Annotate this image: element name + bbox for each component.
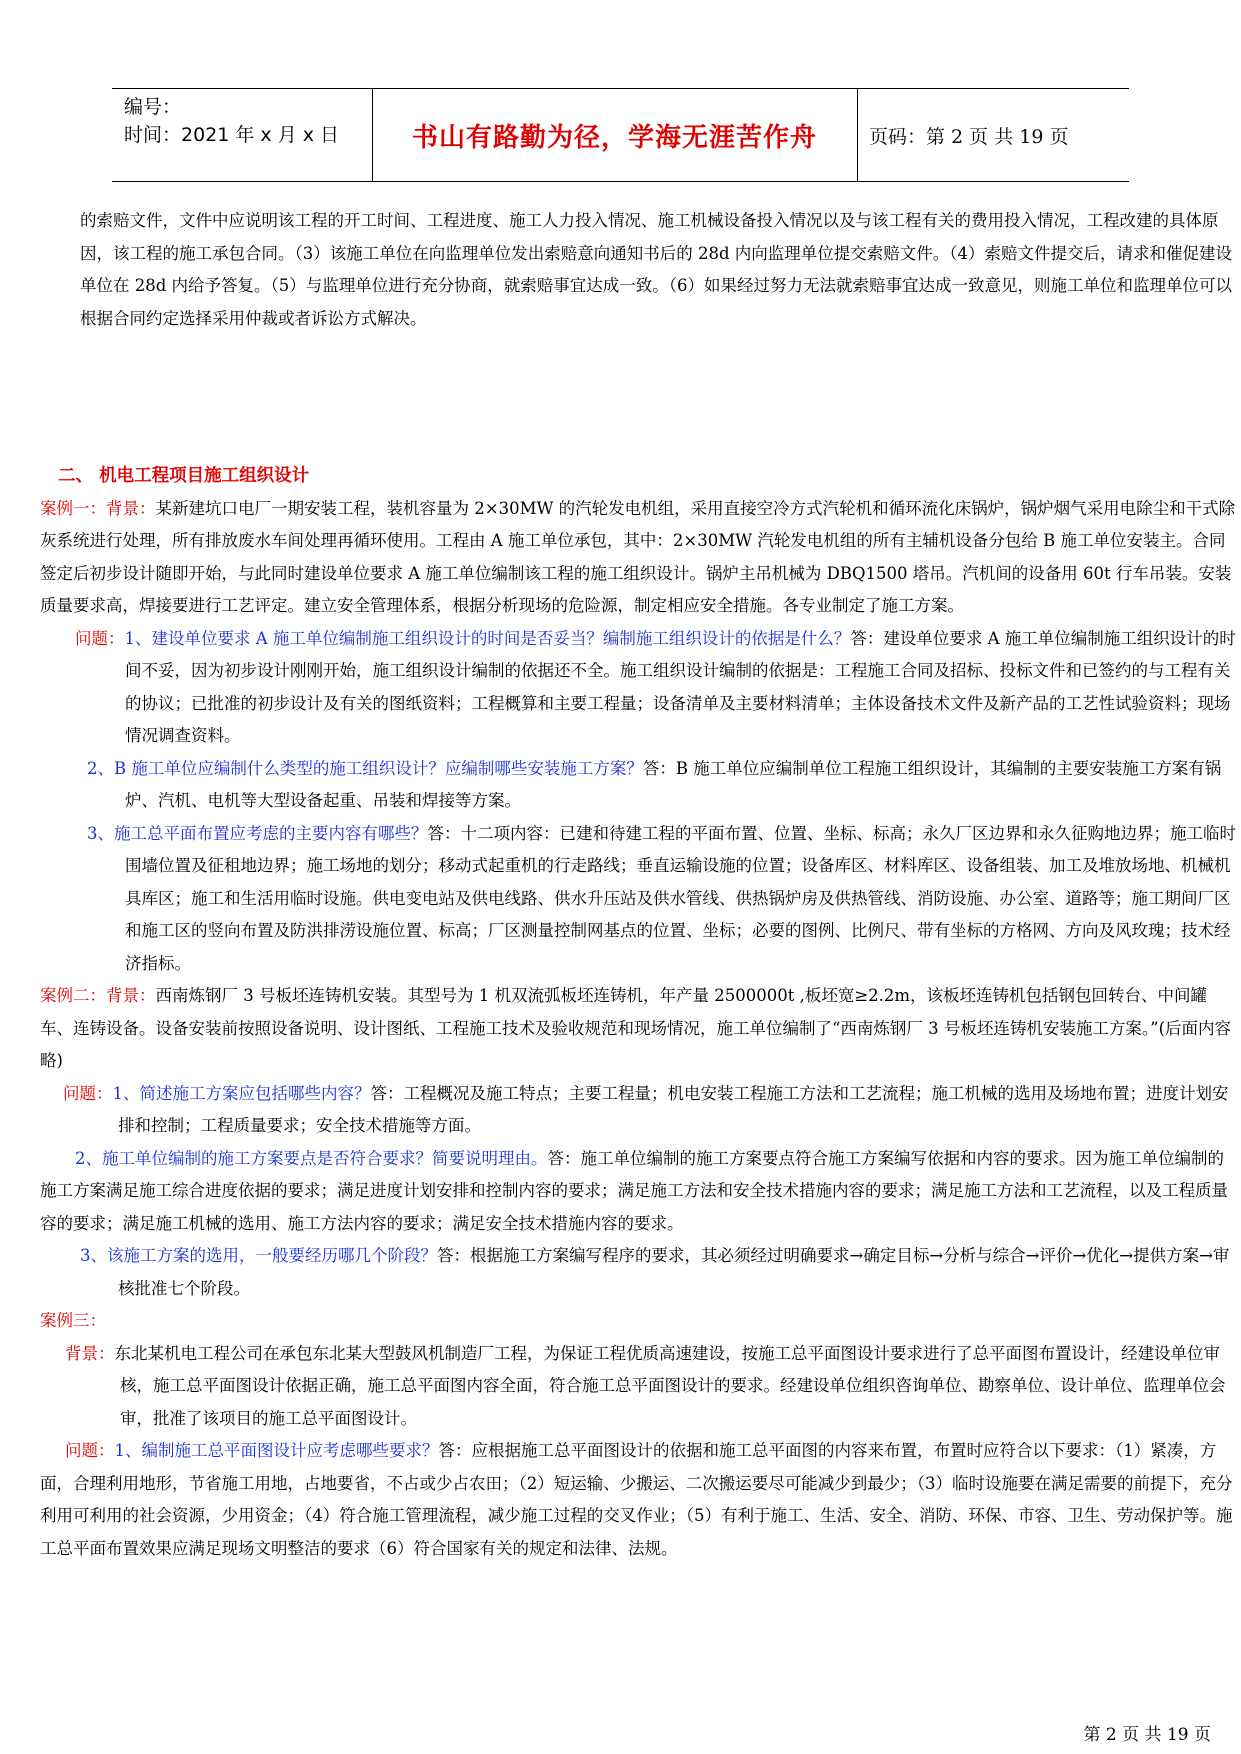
question-text: 3、施工总平面布置应考虑的主要内容有哪些？ xyxy=(87,823,428,843)
answer-text: 答：根据施工方案编写程序的要求，其必须经过明确要求→确定目标→分析与综合→评价→优化→提供方案→审核批准七个阶段。 xyxy=(118,1246,1230,1298)
question-text: 2、施工单位编制的施工方案要点是否符合要求？简要说明理由。 xyxy=(75,1148,548,1168)
case1-question-3 xyxy=(40,818,1236,981)
page-header xyxy=(112,88,1129,182)
question-label: 问题： xyxy=(63,1083,113,1103)
answer-text: 答：施工单位编制的施工方案要点符合施工方案编写依据和内容的要求。因为施工单位编制的施工方案满足施工综合进度依据的要求；满足进度计划安排和控制内容的要求；满足施工方法和安全技术措施内容的要求；满足施工方法和工艺流程，以及工程质量 容的要求；满足施工机械的选用、施工方法内容的要求；满足安全技术措施内容的要求。 xyxy=(40,1148,1228,1233)
case3-label: 案例三： xyxy=(40,1311,106,1330)
intro-paragraph: 的索赔文件，文件中应说明该工程的开工时间、工程进度、施工人力投入情况、施工机械设备投入情况以及与该工程有关的费用投入情况，工程改建的具体原因，该工程的施工承包合同。（3）该施工单位在向监理单位发出索赔意向通知书后的 28d 内向监理单位提交索赔文件。（4）索赔文件提交后，请求和催促建设单位在 28d 内给予答复。（5）与监理单位进行充分协商，就索赔事宜达成一致。（6）如果经过努力无法就索赔事宜达成一致意见，则施工单位和监理单位可以根据合同约定选择采用仲裁或者诉讼方式解决。 xyxy=(80,211,1233,328)
number-label: 编号： xyxy=(124,96,182,118)
section-title: 二、 机电工程项目施工组织设计 xyxy=(58,466,310,486)
header-divider xyxy=(857,89,858,181)
header-meta xyxy=(124,93,339,149)
case3-background xyxy=(40,1338,1236,1436)
page-footer: 第 2 页 共 19 页 xyxy=(1083,1725,1211,1745)
case2-background xyxy=(40,980,1236,1078)
answer-text: 答：应根据施工总平面图设计的依据和施工总平面图的内容来布置，布置时应符合以下要求：（1）紧凑，方面，合理利用地形，节省施工用地，占地要省，不占或少占农田；（2）短运输、少搬运、二次搬运要尽可能减少到最少；（3）临时设施要在满足需要的前提下，充分利用可利用的社会资源，少用资金；（4）符合施工管理流程，减少施工过程的交叉作业；（5）有利于施工、生活、安全、消防、环保、市容、卫生、劳动保护等。施工总平面布置效果应满足现场文明整洁的要求（6）符合国家有关的规定和法律、法规。 xyxy=(40,1441,1233,1558)
question-label: 问题： xyxy=(65,1441,115,1460)
case1-question-2 xyxy=(40,753,1236,818)
answer-text: 答：建设单位要求 A 施工单位编制施工组织设计的时间不妥，因为初步设计刚刚开始，施工组织设计编制的依据还不全。施工组织设计编制的依据是：工程施工合同及招标、投标文件和已签约的与工程有关的协议；已批准的初步设计及有关的图纸资料；工程概算和主要工程量；设备清单及主要材料清单；主体设备技术文件及新产品的工艺性试验资料；现场情况调查资料。 xyxy=(125,628,1236,745)
question-text: 3、该施工方案的选用，一般要经历哪几个阶段？ xyxy=(80,1246,437,1265)
question-text: 2、B 施工单位应编制什么类型的施工组织设计？应编制哪些安装施工方案？ xyxy=(87,758,643,778)
question-text: 1、编制施工总平面图设计应考虑哪些要求？ xyxy=(114,1441,439,1460)
answer-text: 答：B 施工单位应编制单位工程施工组织设计，其编制的主要安装施工方案有锅炉、汽机、电机等大型设备起重、吊装和焊接等方案。 xyxy=(125,758,1222,810)
question-text: 1、简述施工方案应包括哪些内容？ xyxy=(112,1083,371,1103)
header-motto: 书山有路勤为径，学海无涯苦作舟 xyxy=(411,123,817,153)
header-page-label: 页码：第 2 页 共 19 页 xyxy=(869,126,1069,148)
case1-background xyxy=(40,493,1236,623)
time-label: 时间：2021 年 x 月 x 日 xyxy=(124,124,340,146)
question-text: 1、建设单位要求 A 施工单位编制施工组织设计的时间是否妥当？编制施工组织设计的依据是什么？ xyxy=(124,628,851,648)
case2-question-2 xyxy=(40,1143,1236,1241)
case2-text: 西南炼钢厂 3 号板坯连铸机安装。其型号为 1 机双流弧板坯连铸机，年产量 2500000t ,板坯宽≥2.2m，该板坯连铸机包括钢包回转台、中间罐车、连铸设备。设备安装前按照设备说明、设计图纸、工程施工技术及验收规范和现场情况，施工单位编制了“西南炼钢厂 3 号板坯连铸机安装施工方案。”(后面内容略) xyxy=(40,986,1232,1070)
case1-text: 某新建坑口电厂一期安装工程，装机容量为 2×30MW 的汽轮发电机组，采用直接空冷方式汽轮机和循环流化床锅炉，锅炉烟气采用电除尘和干式除灰系统进行处理，所有排放废水车间处理再循环使用。工程由 A 施工单位承包，其中：2×30MW 汽轮发电机组的所有主辅机设备分包给 B 施工单位安装主。合同签定后初步设计随即开始，与此同时建设单位要求 A 施工单位编制该工程的施工组织设计。锅炉主吊机械为 DBQ1500 塔吊。汽机间的设备用 60t 行车吊装。安装质量要求高，焊接要进行工艺评定。建立安全管理体系，根据分析现场的危险源，制定相应安全措施。各专业制定了施工方案。 xyxy=(40,498,1236,615)
case2-question-3 xyxy=(40,1240,1236,1305)
case1-label: 案例一：背景： xyxy=(40,498,156,518)
answer-text: 答：十二项内容：已建和待建工程的平面布置、位置、坐标、标高；永久厂区边界和永久征购地边界；施工临时围墙位置及征租地边界；施工场地的划分；移动式起重机的行走路线；垂直运输设施的位置；设备库区、材料库区、设备组装、加工及堆放场地、机械机具库区；施工和生活用临时设施。供电变电站及供电线路、供水升压站及供水管线、供热锅炉房及供热管线、消防设施、办公室、道路等；施工期间厂区和施工区的竖向布置及防洪排涝设施位置、标高；厂区测量控制网基点的位置、坐标；必要的图例、比例尺、带有坐标的方格网、方向及风玫瑰；技术经济指标。 xyxy=(125,823,1236,973)
background-label: 背景： xyxy=(65,1343,115,1363)
document-body xyxy=(40,205,1236,1565)
case2-question-1 xyxy=(40,1078,1236,1143)
answer-text: 答：工程概况及施工特点；主要工程量；机电安装工程施工方法和工艺流程；施工机械的选用及场地布置；进度计划安排和控制；工程质量要求；安全技术措施等方面。 xyxy=(118,1083,1229,1135)
case3-text: 东北某机电工程公司在承包东北某大型鼓风机制造厂工程，为保证工程优质高速建设，按施工总平面图设计要求进行了总平面图布置设计，经建设单位审核，施工总平面图设计依据正确，施工总平面图内容全面，符合施工总平面图设计的要求。经建设单位组织咨询单位、勘察单位、设计单位、监理单位会审，批准了该项目的施工总平面图设计。 xyxy=(114,1343,1226,1428)
case2-label: 案例二：背景： xyxy=(40,986,156,1005)
case3-question-1 xyxy=(40,1435,1236,1565)
question-label: 问题： xyxy=(75,628,125,648)
case1-question-1 xyxy=(40,623,1236,753)
